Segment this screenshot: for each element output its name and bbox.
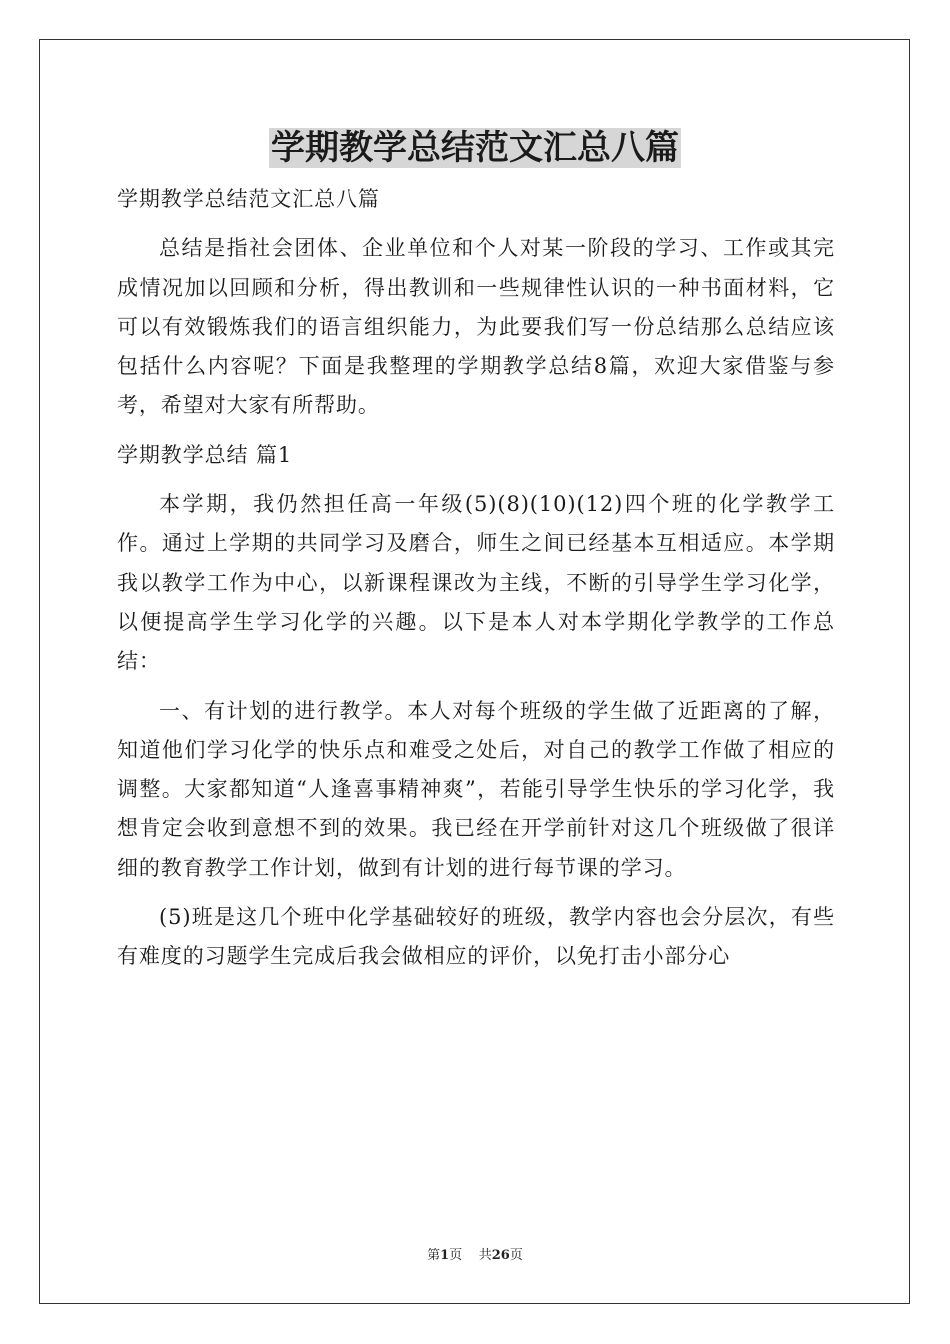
body-paragraph-1: 本学期，我仍然担任高一年级(5)(8)(10)(12)四个班的化学教学工作。通过上学期的共同学习及磨合，师生之间已经基本互相适应。本学期我以教学工作为中心，以新课程课改为主线，不断的引导学生学习化学，以便提高学生学习化学的兴趣。以下是本人对本学期化学教学的工作总结： [117, 492, 835, 674]
document-subtitle: 学期教学总结范文汇总八篇 [117, 187, 380, 211]
page-footer [0, 1247, 950, 1265]
body-paragraph-2: 一、有计划的进行教学。本人对每个班级的学生做了近距离的了解，知道他们学习化学的快乐点和难受之处后，对自己的教学工作做了相应的调整。大家都知道“人逢喜事精神爽”，若能引导学生快乐的学习化学，我想肯定会收到意想不到的效果。我已经在开学前针对这几个班级做了很详细的教育教学工作计划，做到有计划的进行每节课的学习。 [117, 698, 835, 880]
footer-prefix: 第 [427, 1248, 441, 1263]
document-title [0, 126, 950, 170]
document-body [117, 180, 835, 977]
footer-suffix: 页 [509, 1248, 523, 1263]
footer-total-pages: 26 [491, 1248, 510, 1263]
body-paragraph-3: (5)班是这几个班中化学基础较好的班级，教学内容也会分层次，有些有难度的习题学生完成后我会做相应的评价，以免打击小部分心 [117, 905, 835, 969]
document-title-text: 学期教学总结范文汇总八篇 [271, 128, 679, 168]
footer-mid: 页 共 [449, 1248, 492, 1263]
section-heading: 学期教学总结 篇1 [117, 442, 293, 467]
intro-paragraph: 总结是指社会团体、企业单位和个人对某一阶段的学习、工作或其完成情况加以回顾和分析，得出教训和一些规律性认识的一种书面材料，它可以有效锻炼我们的语言组织能力，为此要我们写一份总结那么总结应该包括什么内容呢？下面是我整理的学期教学总结8篇，欢迎大家借鉴与参考，希望对大家有所帮助。 [117, 236, 835, 418]
footer-current-page: 1 [440, 1248, 450, 1263]
